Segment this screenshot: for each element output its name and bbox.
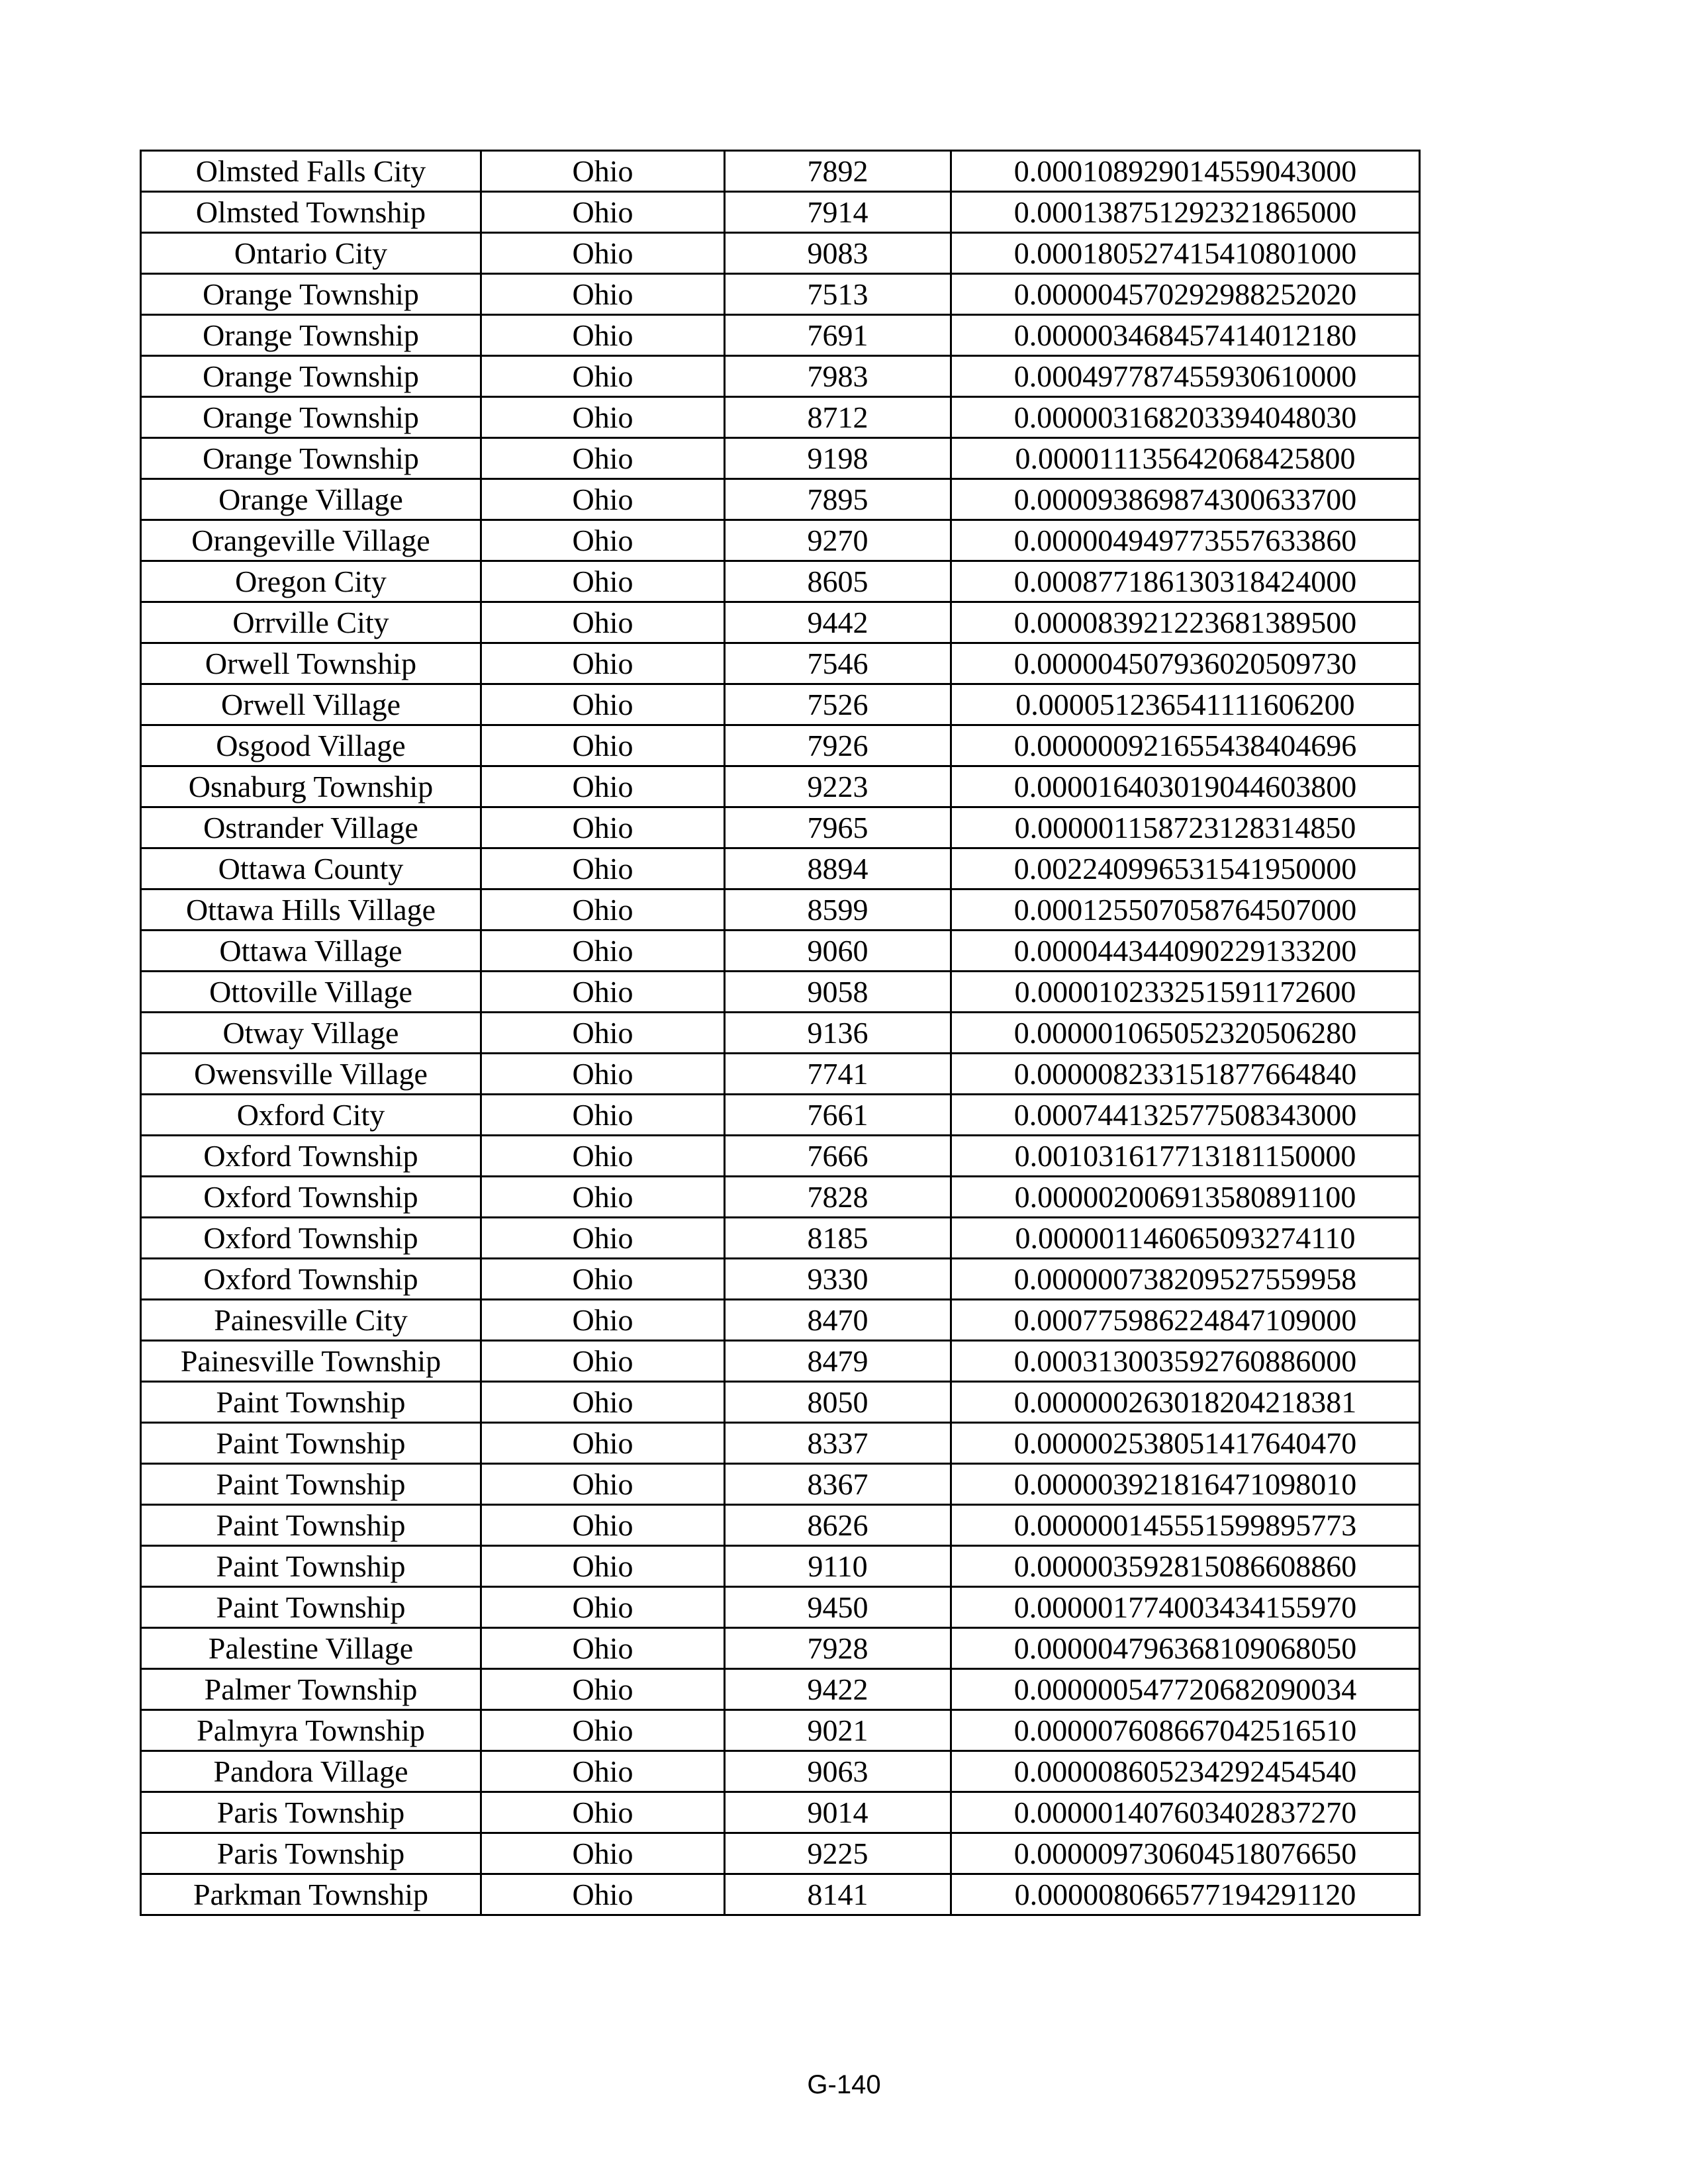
table-row [141,1628,1420,1669]
table-row [141,1013,1420,1054]
state-cell: Ohio [481,1013,725,1054]
code-cell: 9442 [725,602,951,643]
code-cell: 9021 [725,1710,951,1751]
table-row [141,151,1420,192]
allocation-percentage-cell: 0.000007608667042516510 [951,1710,1420,1751]
municipality-cell: Otway Village [141,1013,481,1054]
state-cell: Ohio [481,1669,725,1710]
allocation-percentage-cell: 0.000004949773557633860 [951,520,1420,561]
municipality-cell: Oregon City [141,561,481,602]
municipality-cell: Oxford Township [141,1177,481,1218]
table-row [141,192,1420,233]
code-cell: 9058 [725,972,951,1013]
allocation-percentage-cell: 0.001031617713181150000 [951,1136,1420,1177]
table-row [141,1669,1420,1710]
allocation-table [140,150,1421,1916]
table-row [141,1300,1420,1341]
municipality-cell: Paint Township [141,1423,481,1464]
allocation-percentage-cell: 0.000000145551599895773 [951,1505,1420,1546]
allocation-percentage-cell: 0.000775986224847109000 [951,1300,1420,1341]
allocation-percentage-cell: 0.002240996531541950000 [951,848,1420,889]
table-row [141,274,1420,315]
municipality-cell: Ottawa Hills Village [141,889,481,931]
allocation-percentage-cell: 0.000744132577508343000 [951,1095,1420,1136]
municipality-cell: Oxford Township [141,1218,481,1259]
state-cell: Ohio [481,397,725,438]
state-cell: Ohio [481,438,725,479]
table-row [141,725,1420,766]
municipality-cell: Osnaburg Township [141,766,481,807]
municipality-cell: Orange Township [141,356,481,397]
table-row [141,1874,1420,1915]
municipality-cell: Ottawa County [141,848,481,889]
municipality-cell: Palmyra Township [141,1710,481,1751]
table-row [141,1259,1420,1300]
code-cell: 8337 [725,1423,951,1464]
allocation-percentage-cell: 0.000004796368109068050 [951,1628,1420,1669]
state-cell: Ohio [481,602,725,643]
code-cell: 9422 [725,1669,951,1710]
code-cell: 9014 [725,1792,951,1833]
allocation-percentage-cell: 0.000000263018204218381 [951,1382,1420,1423]
code-cell: 8367 [725,1464,951,1505]
allocation-percentage-cell: 0.000000738209527559958 [951,1259,1420,1300]
code-cell: 8605 [725,561,951,602]
state-cell: Ohio [481,1382,725,1423]
allocation-percentage-cell: 0.000004570292988252020 [951,274,1420,315]
state-cell: Ohio [481,1546,725,1587]
allocation-percentage-cell: 0.000093869874300633700 [951,479,1420,520]
allocation-percentage-cell: 0.000138751292321865000 [951,192,1420,233]
table-row [141,1792,1420,1833]
table-row [141,1054,1420,1095]
page-number: G-140 [807,2070,881,2099]
state-cell: Ohio [481,684,725,725]
state-cell: Ohio [481,931,725,972]
allocation-percentage-cell: 0.000001065052320506280 [951,1013,1420,1054]
allocation-percentage-cell: 0.000001407603402837270 [951,1792,1420,1833]
allocation-percentage-cell: 0.000313003592760886000 [951,1341,1420,1382]
allocation-table-body [141,151,1420,1915]
state-cell: Ohio [481,766,725,807]
allocation-percentage-cell: 0.000000921655438404696 [951,725,1420,766]
state-cell: Ohio [481,561,725,602]
allocation-percentage-cell: 0.000001774003434155970 [951,1587,1420,1628]
municipality-cell: Parkman Township [141,1874,481,1915]
municipality-cell: Paint Township [141,1464,481,1505]
table-row [141,315,1420,356]
table-row [141,643,1420,684]
state-cell: Ohio [481,315,725,356]
state-cell: Ohio [481,972,725,1013]
code-cell: 8185 [725,1218,951,1259]
municipality-cell: Oxford City [141,1095,481,1136]
table-row [141,397,1420,438]
code-cell: 9110 [725,1546,951,1587]
code-cell: 7513 [725,274,951,315]
code-cell: 7926 [725,725,951,766]
municipality-cell: Orangeville Village [141,520,481,561]
table-row [141,1095,1420,1136]
state-cell: Ohio [481,1710,725,1751]
allocation-percentage-cell: 0.000044344090229133200 [951,931,1420,972]
state-cell: Ohio [481,1505,725,1546]
table-row [141,1136,1420,1177]
municipality-cell: Ostrander Village [141,807,481,848]
table-row [141,602,1420,643]
table-row [141,807,1420,848]
municipality-cell: Paint Township [141,1505,481,1546]
state-cell: Ohio [481,1792,725,1833]
municipality-cell: Paris Township [141,1833,481,1874]
code-cell: 7892 [725,151,951,192]
state-cell: Ohio [481,889,725,931]
municipality-cell: Pandora Village [141,1751,481,1792]
state-cell: Ohio [481,1095,725,1136]
code-cell: 9223 [725,766,951,807]
municipality-cell: Ontario City [141,233,481,274]
code-cell: 7928 [725,1628,951,1669]
state-cell: Ohio [481,1464,725,1505]
table-row [141,561,1420,602]
table-row [141,233,1420,274]
municipality-cell: Orange Township [141,397,481,438]
code-cell: 7828 [725,1177,951,1218]
municipality-cell: Paint Township [141,1546,481,1587]
table-row [141,931,1420,972]
table-row [141,684,1420,725]
municipality-cell: Orwell Village [141,684,481,725]
table-row [141,1341,1420,1382]
code-cell: 8626 [725,1505,951,1546]
code-cell: 9270 [725,520,951,561]
code-cell: 9198 [725,438,951,479]
municipality-cell: Paint Township [141,1587,481,1628]
state-cell: Ohio [481,1177,725,1218]
state-cell: Ohio [481,1136,725,1177]
allocation-percentage-cell: 0.000003468457414012180 [951,315,1420,356]
state-cell: Ohio [481,1751,725,1792]
table-row [141,1546,1420,1587]
code-cell: 7691 [725,315,951,356]
state-cell: Ohio [481,274,725,315]
allocation-percentage-cell: 0.000008605234292454540 [951,1751,1420,1792]
allocation-percentage-cell: 0.000003921816471098010 [951,1464,1420,1505]
code-cell: 7661 [725,1095,951,1136]
state-cell: Ohio [481,848,725,889]
allocation-percentage-cell: 0.000008066577194291120 [951,1874,1420,1915]
table-row [141,479,1420,520]
state-cell: Ohio [481,1833,725,1874]
allocation-percentage-cell: 0.000083921223681389500 [951,602,1420,643]
municipality-cell: Orwell Township [141,643,481,684]
municipality-cell: Painesville Township [141,1341,481,1382]
state-cell: Ohio [481,1218,725,1259]
state-cell: Ohio [481,233,725,274]
allocation-percentage-cell: 0.000008233151877664840 [951,1054,1420,1095]
municipality-cell: Painesville City [141,1300,481,1341]
allocation-percentage-cell: 0.000004507936020509730 [951,643,1420,684]
table-row [141,766,1420,807]
table-row [141,972,1420,1013]
code-cell: 7546 [725,643,951,684]
municipality-cell: Olmsted Township [141,192,481,233]
code-cell: 9136 [725,1013,951,1054]
state-cell: Ohio [481,1423,725,1464]
municipality-cell: Osgood Village [141,725,481,766]
municipality-cell: Palmer Township [141,1669,481,1710]
code-cell: 7983 [725,356,951,397]
municipality-cell: Owensville Village [141,1054,481,1095]
state-cell: Ohio [481,1259,725,1300]
state-cell: Ohio [481,807,725,848]
state-cell: Ohio [481,479,725,520]
table-row [141,848,1420,889]
table-row [141,1423,1420,1464]
municipality-cell: Paint Township [141,1382,481,1423]
code-cell: 8599 [725,889,951,931]
state-cell: Ohio [481,520,725,561]
allocation-percentage-cell: 0.000002538051417640470 [951,1423,1420,1464]
state-cell: Ohio [481,1874,725,1915]
state-cell: Ohio [481,192,725,233]
code-cell: 9450 [725,1587,951,1628]
municipality-cell: Orange Township [141,274,481,315]
code-cell: 8050 [725,1382,951,1423]
table-row [141,1177,1420,1218]
municipality-cell: Ottawa Village [141,931,481,972]
code-cell: 8894 [725,848,951,889]
code-cell: 7914 [725,192,951,233]
allocation-percentage-cell: 0.000000547720682090034 [951,1669,1420,1710]
code-cell: 7895 [725,479,951,520]
code-cell: 9225 [725,1833,951,1874]
table-row [141,889,1420,931]
allocation-percentage-cell: 0.000125507058764507000 [951,889,1420,931]
code-cell: 7526 [725,684,951,725]
allocation-percentage-cell: 0.000009730604518076650 [951,1833,1420,1874]
municipality-cell: Orrville City [141,602,481,643]
municipality-cell: Oxford Township [141,1259,481,1300]
allocation-percentage-cell: 0.000016403019044603800 [951,766,1420,807]
state-cell: Ohio [481,1300,725,1341]
municipality-cell: Olmsted Falls City [141,151,481,192]
allocation-percentage-cell: 0.000002006913580891100 [951,1177,1420,1218]
table-row [141,1382,1420,1423]
state-cell: Ohio [481,643,725,684]
allocation-percentage-cell: 0.000108929014559043000 [951,151,1420,192]
code-cell: 9060 [725,931,951,972]
municipality-cell: Orange Township [141,315,481,356]
municipality-cell: Paris Township [141,1792,481,1833]
table-row [141,520,1420,561]
allocation-percentage-cell: 0.000180527415410801000 [951,233,1420,274]
table-row [141,1218,1420,1259]
municipality-cell: Ottoville Village [141,972,481,1013]
table-row [141,1464,1420,1505]
table-row [141,1833,1420,1874]
state-cell: Ohio [481,1587,725,1628]
municipality-cell: Palestine Village [141,1628,481,1669]
table-row [141,1587,1420,1628]
code-cell: 9083 [725,233,951,274]
allocation-percentage-cell: 0.000011135642068425800 [951,438,1420,479]
allocation-percentage-cell: 0.000051236541111606200 [951,684,1420,725]
allocation-percentage-cell: 0.000010233251591172600 [951,972,1420,1013]
code-cell: 8712 [725,397,951,438]
state-cell: Ohio [481,151,725,192]
municipality-cell: Oxford Township [141,1136,481,1177]
state-cell: Ohio [481,725,725,766]
state-cell: Ohio [481,1341,725,1382]
municipality-cell: Orange Township [141,438,481,479]
state-cell: Ohio [481,356,725,397]
allocation-percentage-cell: 0.000001158723128314850 [951,807,1420,848]
allocation-percentage-cell: 0.000877186130318424000 [951,561,1420,602]
state-cell: Ohio [481,1054,725,1095]
code-cell: 7741 [725,1054,951,1095]
table-row [141,1751,1420,1792]
state-cell: Ohio [481,1628,725,1669]
code-cell: 8141 [725,1874,951,1915]
table-row [141,356,1420,397]
allocation-percentage-cell: 0.000003168203394048030 [951,397,1420,438]
code-cell: 9330 [725,1259,951,1300]
allocation-percentage-cell: 0.000003592815086608860 [951,1546,1420,1587]
code-cell: 9063 [725,1751,951,1792]
code-cell: 8479 [725,1341,951,1382]
table-row [141,438,1420,479]
code-cell: 7965 [725,807,951,848]
table-row [141,1710,1420,1751]
municipality-cell: Orange Village [141,479,481,520]
allocation-percentage-cell: 0.000497787455930610000 [951,356,1420,397]
code-cell: 7666 [725,1136,951,1177]
allocation-percentage-cell: 0.000001146065093274110 [951,1218,1420,1259]
code-cell: 8470 [725,1300,951,1341]
table-row [141,1505,1420,1546]
